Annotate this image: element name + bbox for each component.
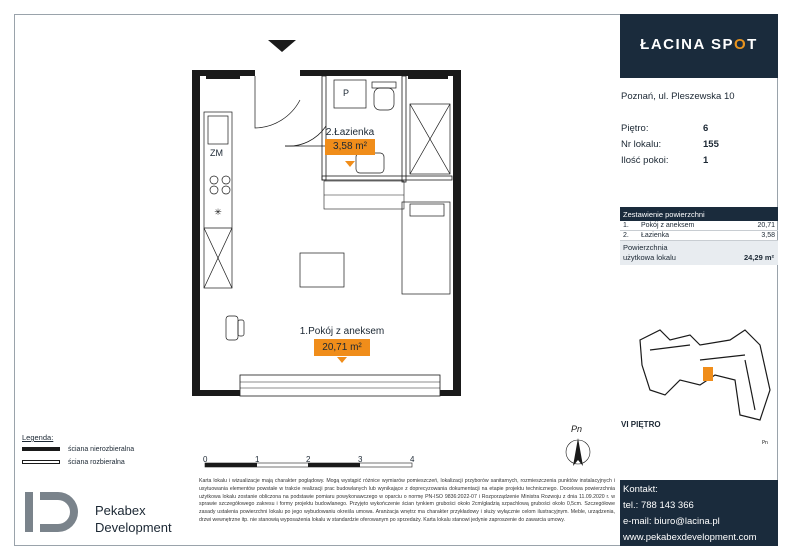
- sink-kitchen-icon: [208, 116, 228, 144]
- legend-swatch-light: [22, 460, 60, 464]
- room-label-bathroom: 2.Łazienka: [325, 127, 375, 138]
- developer-logo: [25, 492, 78, 532]
- contact-title: Kontakt:: [623, 484, 658, 495]
- hood-icon: ✳: [214, 208, 222, 218]
- shaft-p: [334, 80, 366, 108]
- scale-label-1: 1: [255, 455, 260, 464]
- zm-label: ZM: [210, 148, 223, 158]
- contact-phone[interactable]: tel.: 788 143 366: [623, 500, 694, 511]
- scale-label-3: 3: [358, 455, 363, 464]
- sink-icon: [356, 153, 384, 173]
- legend-item-load-bearing: ściana nierozbieralna: [22, 446, 134, 453]
- area-tag-living: 20,71 m²: [314, 339, 370, 356]
- scale-label-2: 2: [306, 455, 311, 464]
- scale-label-0: 0: [203, 455, 208, 464]
- entrance-door: [255, 76, 300, 128]
- developer-name-2: Development: [95, 520, 172, 535]
- shaft-label: P: [343, 88, 350, 98]
- legend-swatch-dark: [22, 447, 60, 451]
- info-unit-number: Nr lokalu: 155: [621, 139, 719, 150]
- floor-label: VI PIĘTRO: [621, 420, 661, 429]
- contact-email[interactable]: e-mail: biuro@lacina.pl: [623, 516, 720, 527]
- compass-icon: [566, 438, 590, 466]
- area-tag-bathroom: 3,58 m²: [325, 139, 375, 155]
- table-row: 2. Łazienka 3,58: [620, 231, 778, 241]
- toilet-icon: [374, 88, 394, 110]
- bed: [402, 202, 450, 294]
- window: [240, 375, 440, 396]
- wardrobe: [324, 181, 404, 209]
- legend-title: Legenda:: [22, 433, 54, 442]
- bath-tag-arrow: [345, 161, 355, 167]
- room-label-living: 1.Pokój z aneksem: [299, 326, 385, 337]
- key-plan-north: Pn: [762, 440, 769, 446]
- table-row: 1. Pokój z aneksem 20,71: [620, 221, 778, 231]
- scale-label-4: 4: [410, 455, 415, 464]
- summary-title: Zestawienie powierzchni: [620, 208, 778, 221]
- disclaimer-text: Karta lokalu i wizualizacje mają charakter poglądowy. Mogą wystąpić różnice wymiarów pomieszczeń, lokalizacji przyborów sanitarnych, rozmieszczenia punktów instalacyjnych i usytuowania elementów powstałe w trakcie realizacji prac budowlanych lub wynikające z doprecyzowania dokumentacji na etapie projektu technicznego. Docelowa powierzchnia użytkowa lokalu zostanie obliczona na podstawie pomiaru powykonawczego w oparciu o normę PN-ISO 9836:2022-07 i Rozporządzenie Ministra Rozwoju z dnia 11.09.2020 r. w sprawie szczegółowego zakresu i formy projektu budowlanego. Przyjęto wykończenie ścian tynkiem grubości około 2cm/gładzią szpachlową grubości około 0,5cm. Szczegółowe zasady ustalenia powierzchni lokalu po jego wybudowaniu określa umowa. Aranżacja wnętrz ma charakter przykładowy i służy wyłącznie celom ilustracyjnym. Meble, urządzenia, drzwi wewnętrzne itp. nie stanowią wyposażenia lokalu w standardzie oferowanym po sprzedaży. Karta lokalu stanowi jedynie zaproszenie do zawarcia umowy.: [199, 478, 615, 523]
- contact-box: [620, 480, 778, 546]
- area-summary-table: [620, 207, 778, 265]
- brand-logo: ŁACINA SPOT: [620, 14, 778, 78]
- info-rooms: Ilość pokoi: 1: [621, 155, 709, 166]
- developer-name-1: Pekabex: [95, 503, 146, 518]
- legend-item-partition: ściana rozbieralna: [22, 459, 125, 466]
- compass-label: Pn: [571, 424, 583, 434]
- info-floor: Piętro: 6: [621, 123, 709, 134]
- contact-website[interactable]: www.pekabexdevelopment.com: [623, 532, 757, 543]
- room-tag-arrow: [337, 357, 347, 363]
- info-panel: [620, 14, 778, 546]
- entrance-arrow-icon: [268, 40, 296, 52]
- summary-total: Powierzchnia użytkowa lokalu 24,29 m²: [620, 241, 778, 265]
- kitchen-counter: [204, 112, 232, 288]
- address: Poznań, ul. Pleszewska 10: [621, 91, 735, 102]
